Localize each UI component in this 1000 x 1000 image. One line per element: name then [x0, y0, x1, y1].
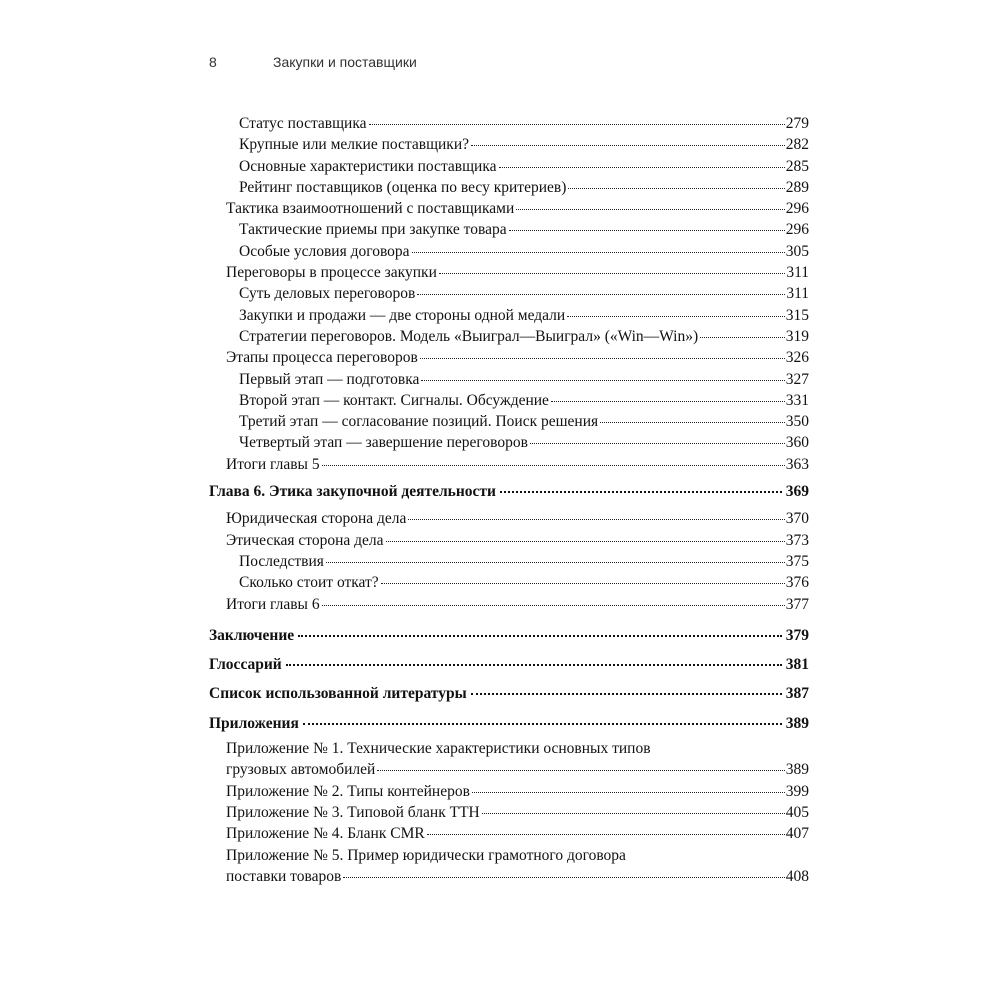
toc-entry-page: 289: [785, 178, 809, 196]
toc-entry[interactable]: [209, 305, 809, 326]
toc-entry[interactable]: [209, 508, 809, 529]
dot-leader: [568, 188, 784, 189]
toc-entry[interactable]: [209, 113, 809, 134]
dot-leader: [567, 316, 785, 317]
dot-leader: [381, 583, 785, 584]
toc-entry-title: Приложения: [209, 714, 299, 732]
toc-entry[interactable]: [209, 369, 809, 390]
toc-entry-title: Этическая сторона дела: [226, 531, 384, 549]
toc-entry-page: 407: [785, 825, 809, 843]
toc-entry-title: Последствия: [239, 552, 324, 570]
dot-leader: [298, 635, 782, 637]
toc-entry-page: 311: [786, 264, 809, 282]
toc-entry-title: Статус поставщика: [239, 115, 367, 132]
dot-leader: [427, 834, 785, 835]
running-title: Закупки и поставщики: [273, 54, 417, 70]
toc-entry[interactable]: [209, 781, 809, 802]
toc-entry-page: 360: [785, 434, 809, 452]
dot-leader: [600, 422, 785, 423]
dot-leader: [471, 693, 782, 695]
toc-entry-title: Тактические приемы при закупке товара: [239, 221, 507, 239]
dot-leader: [286, 664, 782, 666]
dot-leader: [326, 562, 785, 563]
toc-entry[interactable]: [209, 326, 809, 347]
toc-entry[interactable]: [209, 759, 809, 780]
toc-entry-title: Сколько стоит откат?: [239, 574, 379, 592]
toc-entry-title: Глоссарий: [209, 656, 282, 674]
toc-entry[interactable]: [209, 551, 809, 572]
toc-entry[interactable]: [209, 177, 809, 198]
toc-entry-title: Приложение № 2. Типы контейнеров: [226, 782, 470, 800]
toc-entry-page: 376: [785, 574, 809, 592]
toc-entry-page: 279: [785, 115, 809, 132]
toc-entry-title: Глава 6. Этика закупочной деятельности: [209, 483, 496, 501]
toc-entry-title: Особые условия договора: [239, 242, 410, 260]
toc-entry-page: 389: [785, 714, 809, 732]
dot-leader: [322, 465, 785, 466]
dot-leader: [343, 877, 784, 878]
table-of-contents: [209, 113, 809, 887]
toc-entry-page: 305: [785, 242, 809, 260]
toc-entry-title: Первый этап — подготовка: [239, 370, 420, 388]
toc-entry-page: 373: [785, 531, 809, 549]
toc-entry-title: Итоги главы 6: [226, 595, 320, 613]
toc-entry[interactable]: [209, 262, 809, 283]
toc-section-glossary[interactable]: [209, 654, 809, 675]
toc-entry[interactable]: [209, 454, 809, 475]
toc-entry-page: 319: [785, 327, 809, 345]
dot-leader: [322, 605, 785, 606]
toc-entry-page: 296: [785, 200, 809, 218]
toc-entry-title: Приложение № 3. Типовой бланк ТТН: [226, 803, 480, 821]
toc-entry-page: 331: [785, 391, 809, 409]
page-number: 8: [209, 54, 217, 70]
dot-leader: [700, 337, 785, 338]
toc-entry[interactable]: [209, 802, 809, 823]
toc-entry[interactable]: [209, 594, 809, 615]
toc-entry-page: 285: [785, 157, 809, 175]
toc-entry-page: 327: [785, 370, 809, 388]
toc-entry-page: 399: [785, 782, 809, 800]
toc-entry-page: 377: [785, 595, 809, 613]
toc-entry-title: Список использованной литературы: [209, 685, 467, 703]
toc-entry-title: Суть деловых переговоров: [239, 285, 416, 303]
toc-entry-page: 389: [785, 761, 809, 779]
toc-entry-title: Заключение: [209, 626, 295, 644]
toc-entry-page: 363: [785, 455, 809, 473]
toc-entry[interactable]: [209, 866, 809, 887]
toc-entry[interactable]: [209, 572, 809, 593]
toc-entry-page: 369: [785, 483, 809, 501]
dot-leader: [386, 541, 785, 542]
toc-entry-title: Тактика взаимоотношений с поставщиками: [226, 200, 515, 218]
toc-entry-title: Юридическая сторона дела: [226, 510, 407, 528]
toc-entry[interactable]: [209, 156, 809, 177]
toc-entry-title: Этапы процесса переговоров: [226, 349, 418, 367]
dot-leader: [551, 401, 785, 402]
dot-leader: [420, 358, 785, 359]
toc-entry[interactable]: [209, 283, 809, 304]
dot-leader: [377, 770, 784, 771]
dot-leader: [472, 792, 785, 793]
toc-entry-title-line1: Приложение № 1. Технические характеристики основных типов: [226, 740, 651, 758]
dot-leader: [412, 252, 785, 253]
toc-entry-title: Стратегии переговоров. Модель «Выиграл—Выиграл» («Win—Win»): [239, 327, 699, 345]
toc-section-references[interactable]: [209, 683, 809, 704]
toc-entry-page: 375: [785, 552, 809, 570]
toc-entry-title: Третий этап — согласование позиций. Поиск решения: [239, 413, 599, 431]
dot-leader: [499, 167, 785, 168]
dot-leader: [369, 124, 785, 125]
toc-entry-page: 408: [785, 867, 809, 885]
dot-leader: [500, 491, 782, 493]
toc-entry-title: Крупные или мелкие поставщики?: [239, 136, 470, 154]
toc-entry-title: Рейтинг поставщиков (оценка по весу критериев): [239, 178, 567, 196]
toc-entry-title: Второй этап — контакт. Сигналы. Обсуждение: [239, 391, 549, 409]
dot-leader: [417, 294, 785, 295]
toc-entry[interactable]: [209, 347, 809, 368]
toc-entry-title: Итоги главы 5: [226, 455, 320, 473]
dot-leader: [530, 443, 785, 444]
toc-entry-title: Закупки и продажи — две стороны одной медали: [239, 306, 566, 324]
toc-entry[interactable]: [209, 241, 809, 262]
dot-leader: [482, 813, 785, 814]
toc-entry-page: 296: [785, 221, 809, 239]
toc-entry-page: 315: [785, 306, 809, 324]
toc-chapter-6[interactable]: [209, 481, 809, 502]
toc-entry-page: 405: [785, 803, 809, 821]
dot-leader: [303, 723, 782, 725]
dot-leader: [408, 519, 784, 520]
toc-entry-title-line1: Приложение № 5. Пример юридически грамотного договора: [226, 846, 626, 864]
dot-leader: [439, 273, 785, 274]
toc-entry-page: 350: [785, 413, 809, 431]
toc-entry[interactable]: [209, 432, 809, 453]
toc-entry-title: грузовых автомобилей: [226, 761, 376, 779]
toc-entry-page: 282: [785, 136, 809, 154]
toc-entry[interactable]: [209, 823, 809, 844]
toc-section-appendices[interactable]: [209, 713, 809, 734]
dot-leader: [471, 145, 785, 146]
toc-entry-page: 387: [785, 685, 809, 703]
toc-entry-title: Основные характеристики поставщика: [239, 157, 497, 175]
toc-entry[interactable]: [209, 134, 809, 155]
toc-section-conclusion[interactable]: [209, 625, 809, 646]
toc-entry-title: Приложение № 4. Бланк CMR: [226, 825, 425, 843]
toc-entry[interactable]: [209, 219, 809, 240]
toc-entry-page: 379: [785, 626, 809, 644]
dot-leader: [421, 380, 784, 381]
toc-entry[interactable]: [209, 411, 809, 432]
dot-leader: [509, 230, 785, 231]
toc-entry-page: 381: [785, 656, 809, 674]
toc-entry-title: Четвертый этап — завершение переговоров: [239, 434, 528, 452]
toc-entry-page: 370: [785, 510, 809, 528]
toc-entry-page: 326: [785, 349, 809, 367]
dot-leader: [516, 209, 784, 210]
toc-entry[interactable]: [209, 530, 809, 551]
toc-entry[interactable]: [209, 390, 809, 411]
toc-entry-page: 311: [786, 285, 809, 303]
toc-entry[interactable]: [209, 198, 809, 219]
toc-entry-title: поставки товаров: [226, 867, 342, 885]
toc-entry-title: Переговоры в процессе закупки: [226, 264, 437, 282]
